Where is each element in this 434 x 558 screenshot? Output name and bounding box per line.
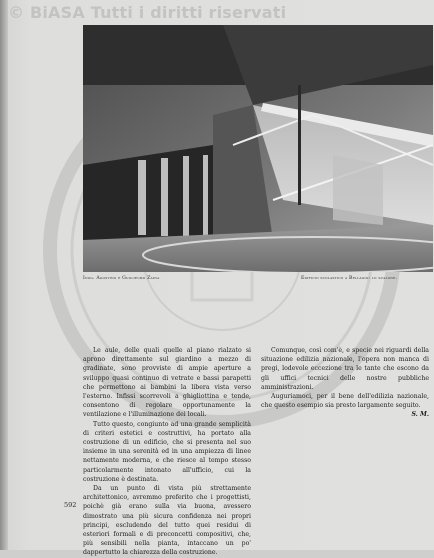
paragraph: Tutto questo, congiunto ad una grande semplicità di criteri estetici e costruttivi, ha portato alla costruzione di un edificio, che si presenta nel suo insieme in una serenità ed in una ampiezza di linee nettamente moderna, e che riesce al tempo stesso particolarmente intonato all'ufficio, cui la costruzione è destinata. <box>83 420 251 483</box>
text-column-left <box>83 346 251 558</box>
staircase-photo <box>83 25 433 272</box>
paragraph: Da un punto di vista più strettamente architettonico, avremmo preferito che i progettisti, poichè già erano sulla via buona, avessero dimostrato una più sicura confidenza nei propri principi, escludendo del tutto quei residui di esteriori formali e di preconcetti compositivi, che, più sensibili nella pianta, intaccano un po' dappertutto la chiarezza della costruzione. <box>83 485 251 557</box>
text-column-right <box>261 346 429 420</box>
paragraph: Comunque, così com'è, e specie nei riguardi della situazione edilizia nazionale, l'opera non manca di pregi, lodevole eccezione tra le tante che escono da gli uffici tecnici delle nostre pubbliche amministrazioni. <box>261 347 429 391</box>
photo-credit-caption: Ingg. Agostino e Guglielmo Zaina <box>83 276 160 281</box>
paragraph: Auguriamoci, per il bene dell'edilizia nazionale, che questo esempio sia presto largamente seguito. <box>261 393 429 410</box>
page-number: 592 <box>64 501 77 509</box>
paragraph: Le aule, delle quali quelle al piano rialzato si aprono direttamente sul giardino a mezzo di gradinate, sono provviste di ampie aperture a sviluppo quasi continuo di vetrate e bassi parapetti che permettono ai bambini la libera vista verso l'esterno. Infissi scorrevoli a ghigliottina e tende, consentono di regolare opportunamente la ventilazione e l'illuminazione dei locali. <box>83 347 251 419</box>
page-binding-shadow <box>0 0 8 550</box>
photo-title-caption: Edificio scolastico a Bellagio: lo scalone. <box>301 276 398 281</box>
copyright-watermark: © BiASA Tutti i diritti riservati <box>8 3 287 22</box>
author-signature: S. M. <box>411 411 429 419</box>
